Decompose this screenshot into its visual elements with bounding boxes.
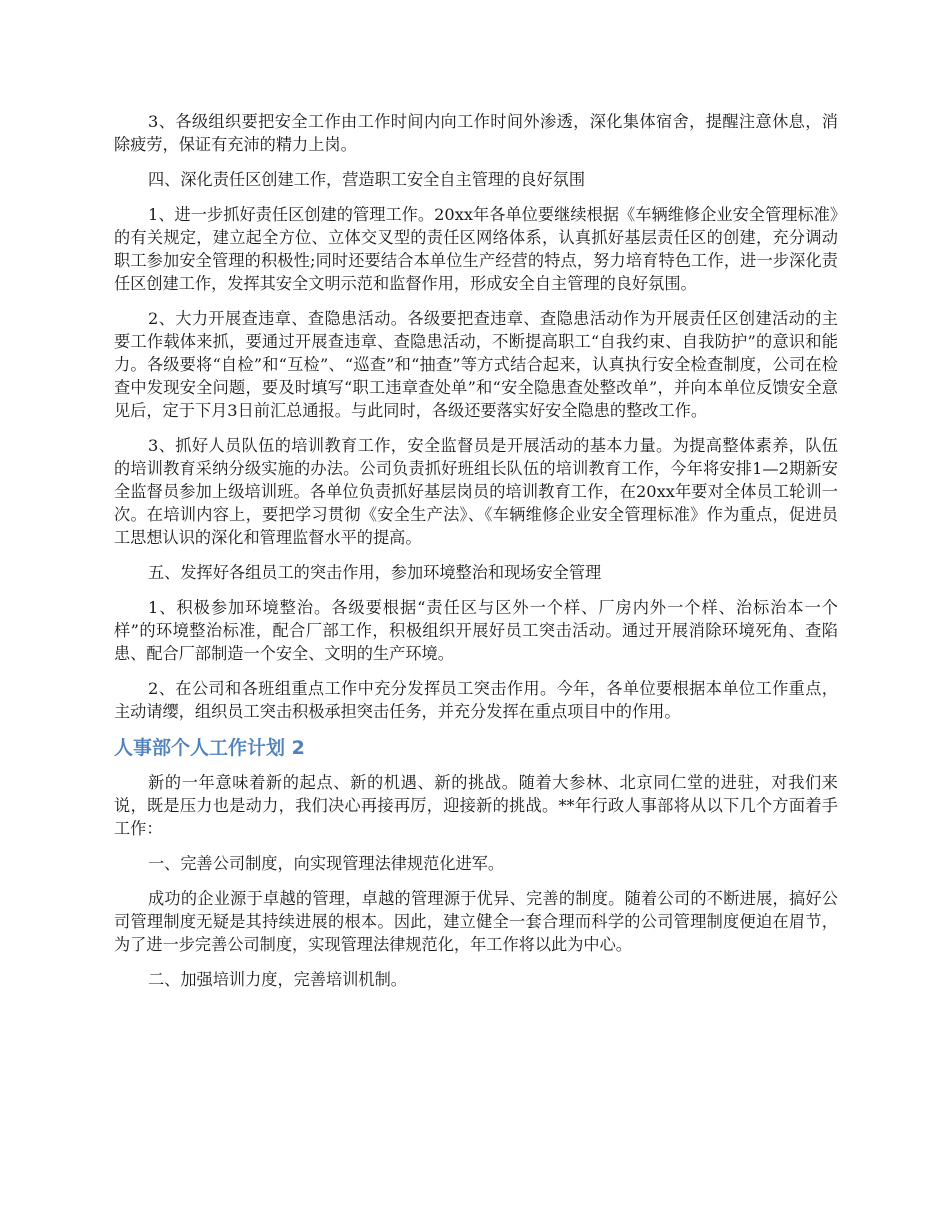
- paragraph-violation-check: 2、大力开展查违章、查隐患活动。各级要把查违章、查隐患活动作为开展责任区创建活动的主要工作载体来抓，要通过开展查违章、查隐患活动，不断提高职工“自我约束、自我防护”的意识和能力。各级要将“自检”和“互检”、“巡查”和“抽查”等方式结合起来，认真执行安全检查制度，公司在检查中发现安全问题，要及时填写“职工违章查处单”和“安全隐患查处整改单”，并向本单位反馈安全意见后，定于下月3日前汇总通报。与此同时，各级还要落实好安全隐患的整改工作。: [114, 309, 838, 420]
- section-heading-two: 二、加强培训力度，完善培训机制。: [148, 970, 407, 989]
- section-heading-five: 五、发挥好各组员工的突击作用，参加环境整治和现场安全管理: [148, 563, 602, 582]
- section-title-hr-plan-2: 人事部个人工作计划 2: [114, 737, 305, 759]
- paragraph-management-system: 成功的企业源于卓越的管理，卓越的管理源于优异、完善的制度。随着公司的不断进展，搞好公司管理制度无疑是其持续进展的根本。因此，建立健全一套合理而科学的公司管理制度便迫在眉节，为了进一步完善公司制度，实现管理法律规范化，年工作将以此为中心。: [114, 889, 838, 954]
- section-heading-four: 四、深化责任区创建工作，营造职工安全自主管理的良好氛围: [148, 170, 586, 189]
- paragraph-training: 3、抓好人员队伍的培训教育工作，安全监督员是开展活动的基本力量。为提高整体素养，队伍的培训教育采纳分级实施的办法。公司负责抓好班组长队伍的培训教育工作，今年将安排1—2期新安全监督员参加上级培训班。各单位负责抓好基层岗员的培训教育工作，在20xx年要对全体员工轮训一次。在培训内容上，要把学习贯彻《安全生产法》、《车辆维修企业安全管理标准》作为重点，促进员工思想认识的深化和管理监督水平的提高。: [114, 436, 838, 547]
- paragraph-rest-reminder: 3、各级组织要把安全工作由工作时间内向工作时间外渗透，深化集体宿舍，提醒注意休息，消除疲劳，保证有充沛的精力上岗。: [114, 112, 838, 154]
- paragraph-responsibility-zone: 1、进一步抓好责任区创建的管理工作。20xx年各单位要继续根据《车辆维修企业安全管理标准》的有关规定，建立起全方位、立体交叉型的责任区网络体系，认真抓好基层责任区的创建，充分调动职工参加安全管理的积极性;同时还要结合本单位生产经营的特点，努力培育特色工作，进一步深化责任区创建工作，发挥其安全文明示范和监督作用，形成安全自主管理的良好氛围。: [114, 205, 838, 293]
- document-page: [114, 110, 838, 1003]
- paragraph-environment: 1、积极参加环境整治。各级要根据“责任区与区外一个样、厂房内外一个样、治标治本一个样”的环境整治标准，配合厂部工作，积极组织开展好员工突击活动。通过开展消除环境死角、查陷患、配合厂部制造一个安全、文明的生产环境。: [114, 598, 838, 663]
- section-heading-one: 一、完善公司制度，向实现管理法律规范化进军。: [148, 854, 505, 873]
- paragraph-assault-role: 2、在公司和各班组重点工作中充分发挥员工突击作用。今年，各单位要根据本单位工作重点，主动请缨，组织员工突击积极承担突击任务，并充分发挥在重点项目中的作用。: [114, 679, 838, 721]
- paragraph-new-year: 新的一年意味着新的起点、新的机遇、新的挑战。随着大参林、北京同仁堂的进驻，对我们来说，既是压力也是动力，我们决心再接再厉，迎接新的挑战。**年行政人事部将从以下几个方面着手工作：: [114, 773, 838, 838]
